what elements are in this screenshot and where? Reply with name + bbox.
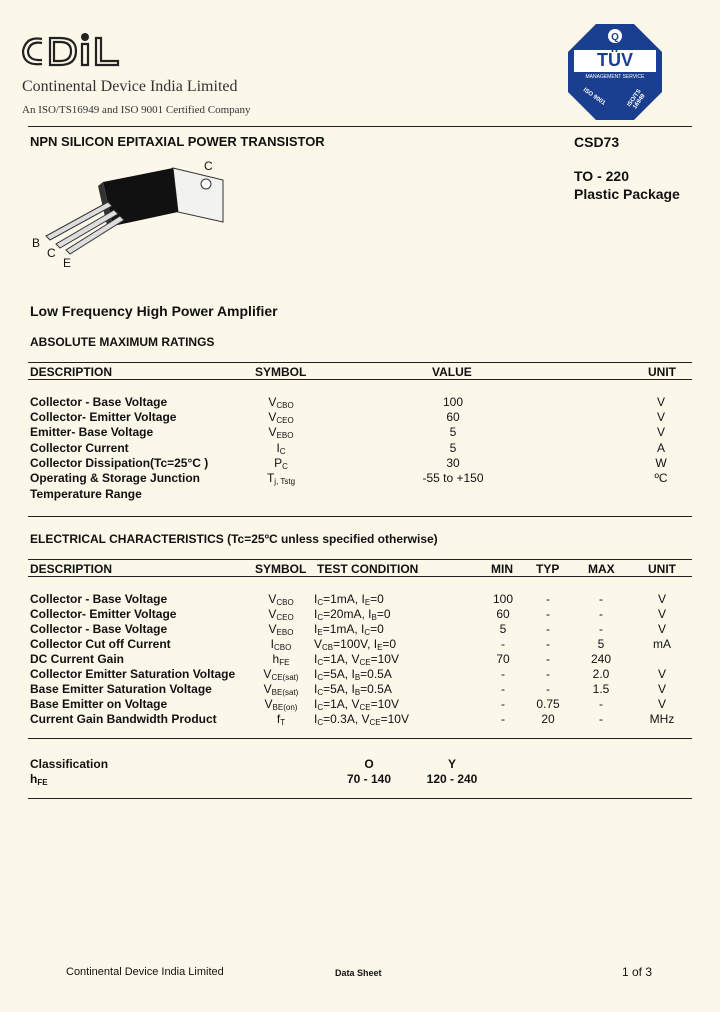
elec-row-min: -: [501, 697, 505, 711]
elec-row-unit: V: [657, 607, 667, 621]
abs-row-symbol-subscript: C: [282, 461, 288, 471]
test-condition-part: =0: [382, 637, 397, 651]
abs-row-symbol-main: P: [274, 455, 283, 470]
company-logo: [20, 30, 130, 74]
test-condition-part: =10V: [380, 712, 409, 726]
test-condition-part: C: [364, 628, 371, 637]
elec-col-min: MIN: [491, 562, 513, 576]
abs-row-symbol: [276, 441, 285, 456]
package-material: Plastic Package: [574, 186, 680, 202]
elec-row-typ: 20: [541, 712, 555, 726]
elec-row-unit: MHz: [649, 712, 675, 726]
class-group-y-range: 120 - 240: [426, 772, 478, 786]
abs-row-description: Operating & Storage Junction: [30, 471, 201, 485]
abs-row-symbol-main: V: [268, 395, 277, 409]
test-condition-part: B: [354, 688, 361, 697]
test-condition-part: =1mA, I: [323, 592, 365, 606]
elec-row-typ: -: [546, 607, 550, 621]
test-condition-part: C: [317, 703, 324, 712]
elec-row-symbol: [269, 622, 294, 637]
elec-row-typ: -: [546, 592, 550, 606]
elec-row-typ: 0.75: [536, 697, 560, 711]
test-condition-part: I: [314, 607, 318, 621]
elec-row-symbol-main: V: [268, 622, 277, 636]
elec-row-description: Collector - Base Voltage: [30, 592, 168, 606]
test-condition-part: =20mA, I: [323, 607, 372, 621]
abs-row-unit: ºC: [654, 471, 668, 485]
test-condition-part: C: [317, 598, 324, 607]
elec-row-max: -: [599, 592, 603, 606]
test-condition-part: C: [317, 658, 324, 667]
abs-row-unit: V: [656, 425, 666, 440]
certification-line: An ISO/TS16949 and ISO 9001 Certified Company: [22, 104, 251, 116]
elec-row-symbol: [268, 607, 293, 622]
abs-row-value: 30: [446, 455, 460, 470]
abs-row-symbol: [268, 395, 293, 410]
company-name: Continental Device India Limited: [22, 78, 238, 95]
pin-label-c-top: C: [204, 159, 213, 173]
pin-label-b: B: [32, 236, 41, 250]
elec-row-description: DC Current Gain: [30, 652, 125, 666]
elec-row-typ: -: [546, 667, 550, 681]
test-condition-part: =0.5A: [360, 667, 392, 681]
abs-max-heading: ABSOLUTE MAXIMUM RATINGS: [30, 335, 215, 349]
abs-row-value: 5: [449, 425, 457, 440]
test-condition-part: I: [314, 652, 318, 666]
tuv-iso-ts: ISO/TS 16949: [626, 88, 647, 111]
elec-row-typ: -: [546, 682, 550, 696]
elec-row-symbol-subscript: EBO: [276, 628, 294, 637]
elec-heading: ELECTRICAL CHARACTERISTICS (Tc=25ºC unless specified otherwise): [30, 532, 438, 546]
package-type: TO - 220: [574, 168, 629, 184]
elec-row-description: Collector - Base Voltage: [30, 622, 168, 636]
abs-row-description: Collector- Emitter Voltage: [30, 410, 177, 425]
test-condition-part: CB: [322, 643, 334, 652]
elec-col-max: MAX: [588, 562, 615, 576]
test-condition-part: =1mA, I: [322, 622, 365, 636]
abs-row-description: Emitter- Base Voltage: [30, 425, 154, 440]
class-group-o-range: 70 - 140: [346, 772, 392, 786]
elec-row-max: -: [599, 607, 603, 621]
tuv-iso-9001: ISO 9001: [581, 87, 607, 107]
elec-row-symbol-subscript: FE: [279, 658, 290, 667]
elec-row-symbol-main: V: [263, 682, 272, 696]
elec-row-min: 100: [492, 592, 514, 606]
abs-row-unit: V: [656, 410, 666, 425]
elec-row-max: -: [599, 712, 603, 726]
elec-row-min: 70: [496, 652, 510, 666]
abs-row-value: -55 to +150: [422, 471, 484, 485]
test-condition-part: I: [314, 592, 318, 606]
test-condition-part: CE: [359, 658, 371, 667]
test-condition-part: I: [314, 682, 318, 696]
elec-row-unit: V: [657, 667, 667, 681]
classification-label: Classification: [30, 757, 109, 771]
abs-row-symbol-main: T: [266, 471, 275, 485]
test-condition-part: =0: [376, 607, 391, 621]
elec-row-test-condition: [314, 622, 384, 637]
test-condition-part: =0.3A, V: [323, 712, 370, 726]
test-condition-part: =1A, V: [323, 652, 360, 666]
abs-row-unit: A: [656, 440, 666, 455]
test-condition-part: =10V: [370, 652, 399, 666]
classification-hfe: [30, 772, 48, 787]
abs-row-symbol-subscript: CBO: [276, 401, 294, 410]
elec-row-test-condition: [314, 652, 399, 667]
elec-row-symbol-subscript: CBO: [276, 598, 294, 607]
abs-row-description: Collector Current: [30, 440, 129, 455]
elec-row-max: 240: [590, 652, 612, 666]
abs-col-unit: UNIT: [648, 365, 676, 379]
elec-row-symbol-main: V: [268, 592, 277, 606]
elec-row-description: Collector Cut off Current: [30, 637, 171, 651]
elec-col-unit: UNIT: [648, 562, 676, 576]
test-condition-part: C: [317, 688, 324, 697]
test-condition-part: I: [314, 667, 318, 681]
test-condition-part: =100V, I: [333, 637, 378, 651]
part-number: CSD73: [574, 134, 620, 150]
elec-row-symbol-subscript: BE(on): [272, 703, 298, 712]
abs-col-description: DESCRIPTION: [30, 365, 113, 379]
elec-row-test-condition: [314, 697, 399, 712]
hfe-subscript: FE: [37, 778, 48, 787]
test-condition-part: =1A, V: [323, 697, 360, 711]
elec-row-test-condition: [314, 592, 384, 607]
elec-row-typ: -: [546, 622, 550, 636]
elec-row-symbol: [263, 667, 298, 682]
pin-label-e: E: [63, 256, 72, 270]
elec-row-symbol: [271, 637, 292, 652]
abs-row-symbol: [267, 471, 295, 486]
abs-row-symbol-subscript: j, Tstg: [274, 477, 296, 486]
test-condition-part: =0: [370, 592, 384, 606]
abs-row-symbol-main: V: [268, 425, 277, 440]
abs-col-symbol: SYMBOL: [255, 365, 307, 379]
hfe-symbol: h: [30, 772, 38, 786]
elec-row-symbol-subscript: CEO: [276, 613, 294, 622]
svg-text:Q: Q: [611, 32, 619, 43]
elec-col-typ: TYP: [536, 562, 560, 576]
elec-row-min: -: [501, 637, 505, 651]
elec-row-typ: -: [546, 652, 550, 666]
abs-row-symbol-main: V: [268, 410, 277, 425]
application-heading: Low Frequency High Power Amplifier: [30, 303, 278, 319]
elec-row-max: 5: [597, 637, 605, 651]
abs-row-symbol-subscript: EBO: [276, 431, 294, 441]
elec-row-symbol: [277, 712, 285, 727]
test-condition-part: E: [317, 628, 323, 637]
test-condition-part: C: [317, 613, 324, 622]
elec-row-typ: -: [546, 637, 550, 651]
elec-col-description: DESCRIPTION: [30, 562, 113, 576]
elec-row-symbol-main: f: [276, 712, 281, 726]
abs-col-value: VALUE: [432, 365, 472, 379]
test-condition-part: I: [314, 712, 318, 726]
elec-row-max: -: [599, 697, 603, 711]
elec-row-unit: V: [657, 622, 667, 636]
elec-row-unit: V: [657, 697, 667, 711]
abs-row-symbol: [269, 425, 294, 440]
elec-row-symbol: [268, 592, 293, 607]
elec-row-unit: mA: [653, 637, 671, 651]
abs-row-description: Collector Dissipation(Tc=25°C ): [30, 455, 209, 470]
abs-row-symbol: [274, 456, 288, 471]
test-condition-part: V: [314, 637, 323, 651]
test-condition-part: =0: [370, 622, 384, 636]
test-condition-part: E: [364, 598, 371, 607]
elec-row-symbol-subscript: BE(sat): [271, 688, 299, 697]
elec-row-test-condition: [314, 682, 392, 697]
elec-row-unit: V: [657, 592, 667, 606]
elec-row-symbol-subscript: CBO: [274, 643, 292, 652]
elec-row-symbol-main: I: [270, 637, 274, 651]
test-condition-part: =10V: [370, 697, 399, 711]
test-condition-part: =5A, I: [323, 667, 355, 681]
elec-row-description: Base Emitter Saturation Voltage: [30, 682, 212, 696]
test-condition-part: B: [354, 673, 361, 682]
abs-row-description: Collector - Base Voltage: [30, 395, 168, 409]
elec-row-symbol: [273, 652, 290, 667]
tuv-title: TÜV: [597, 50, 633, 70]
elec-row-unit: V: [657, 682, 667, 696]
footer-page-number: 1 of 3: [622, 965, 653, 979]
elec-row-description: Base Emitter on Voltage: [30, 697, 168, 711]
elec-row-min: -: [501, 712, 505, 726]
class-group-y-name: Y: [447, 757, 457, 771]
test-condition-part: E: [377, 643, 383, 652]
test-condition-part: =0.5A: [360, 682, 392, 696]
test-condition-part: =5A, I: [323, 682, 355, 696]
elec-row-min: -: [501, 682, 505, 696]
elec-row-description: Collector- Emitter Voltage: [30, 607, 177, 621]
abs-row-value: 5: [449, 440, 457, 455]
elec-col-symbol: SYMBOL: [255, 562, 307, 576]
pin-label-c: C: [47, 246, 56, 260]
test-condition-part: CE: [369, 718, 381, 727]
elec-row-max: 2.0: [592, 667, 610, 681]
elec-row-min: 5: [499, 622, 507, 636]
abs-row-symbol-subscript: CEO: [276, 416, 294, 426]
elec-row-test-condition: [314, 667, 392, 682]
elec-row-description: Current Gain Bandwidth Product: [30, 712, 217, 726]
elec-row-symbol: [264, 682, 299, 697]
footer-data-sheet: Data Sheet: [335, 968, 382, 978]
test-condition-part: B: [371, 613, 377, 622]
test-condition-part: I: [314, 622, 318, 636]
elec-row-symbol-main: V: [263, 667, 272, 681]
test-condition-part: C: [317, 718, 324, 727]
to220-package-drawing: [28, 150, 238, 270]
elec-row-max: 1.5: [592, 682, 610, 696]
elec-row-test-condition: [314, 607, 391, 622]
footer-company: Continental Device India Limited: [66, 966, 224, 978]
class-group-o-name: O: [364, 757, 374, 771]
elec-row-max: -: [599, 622, 603, 636]
abs-row-value: 60: [446, 410, 460, 425]
test-condition-part: I: [314, 697, 318, 711]
abs-row-unit: W: [655, 455, 667, 470]
elec-row-test-condition: [314, 712, 409, 727]
elec-row-symbol-main: h: [272, 652, 280, 666]
abs-row-temperature-range: Temperature Range: [30, 487, 142, 501]
abs-row-unit: V: [656, 395, 666, 409]
abs-row-value: 100: [442, 395, 464, 409]
page-title: NPN SILICON EPITAXIAL POWER TRANSISTOR: [30, 134, 325, 149]
elec-row-symbol: [265, 697, 298, 712]
elec-row-symbol-main: V: [268, 607, 277, 621]
elec-row-description: Collector Emitter Saturation Voltage: [30, 667, 236, 681]
elec-row-symbol-main: V: [264, 697, 273, 711]
elec-row-symbol-subscript: T: [280, 718, 286, 727]
elec-row-symbol-subscript: CE(sat): [271, 673, 299, 682]
tuv-subtitle: MANAGEMENT SERVICE: [585, 74, 645, 80]
abs-row-symbol-subscript: C: [279, 446, 286, 456]
elec-row-min: 60: [496, 607, 510, 621]
elec-row-min: -: [501, 667, 505, 681]
test-condition-part: CE: [359, 703, 371, 712]
elec-col-test: TEST CONDITION: [317, 562, 419, 576]
test-condition-part: C: [317, 673, 324, 682]
elec-row-test-condition: [314, 637, 396, 652]
abs-row-symbol-main: I: [276, 440, 280, 455]
abs-row-symbol: [268, 410, 293, 425]
tuv-badge: [566, 22, 664, 122]
